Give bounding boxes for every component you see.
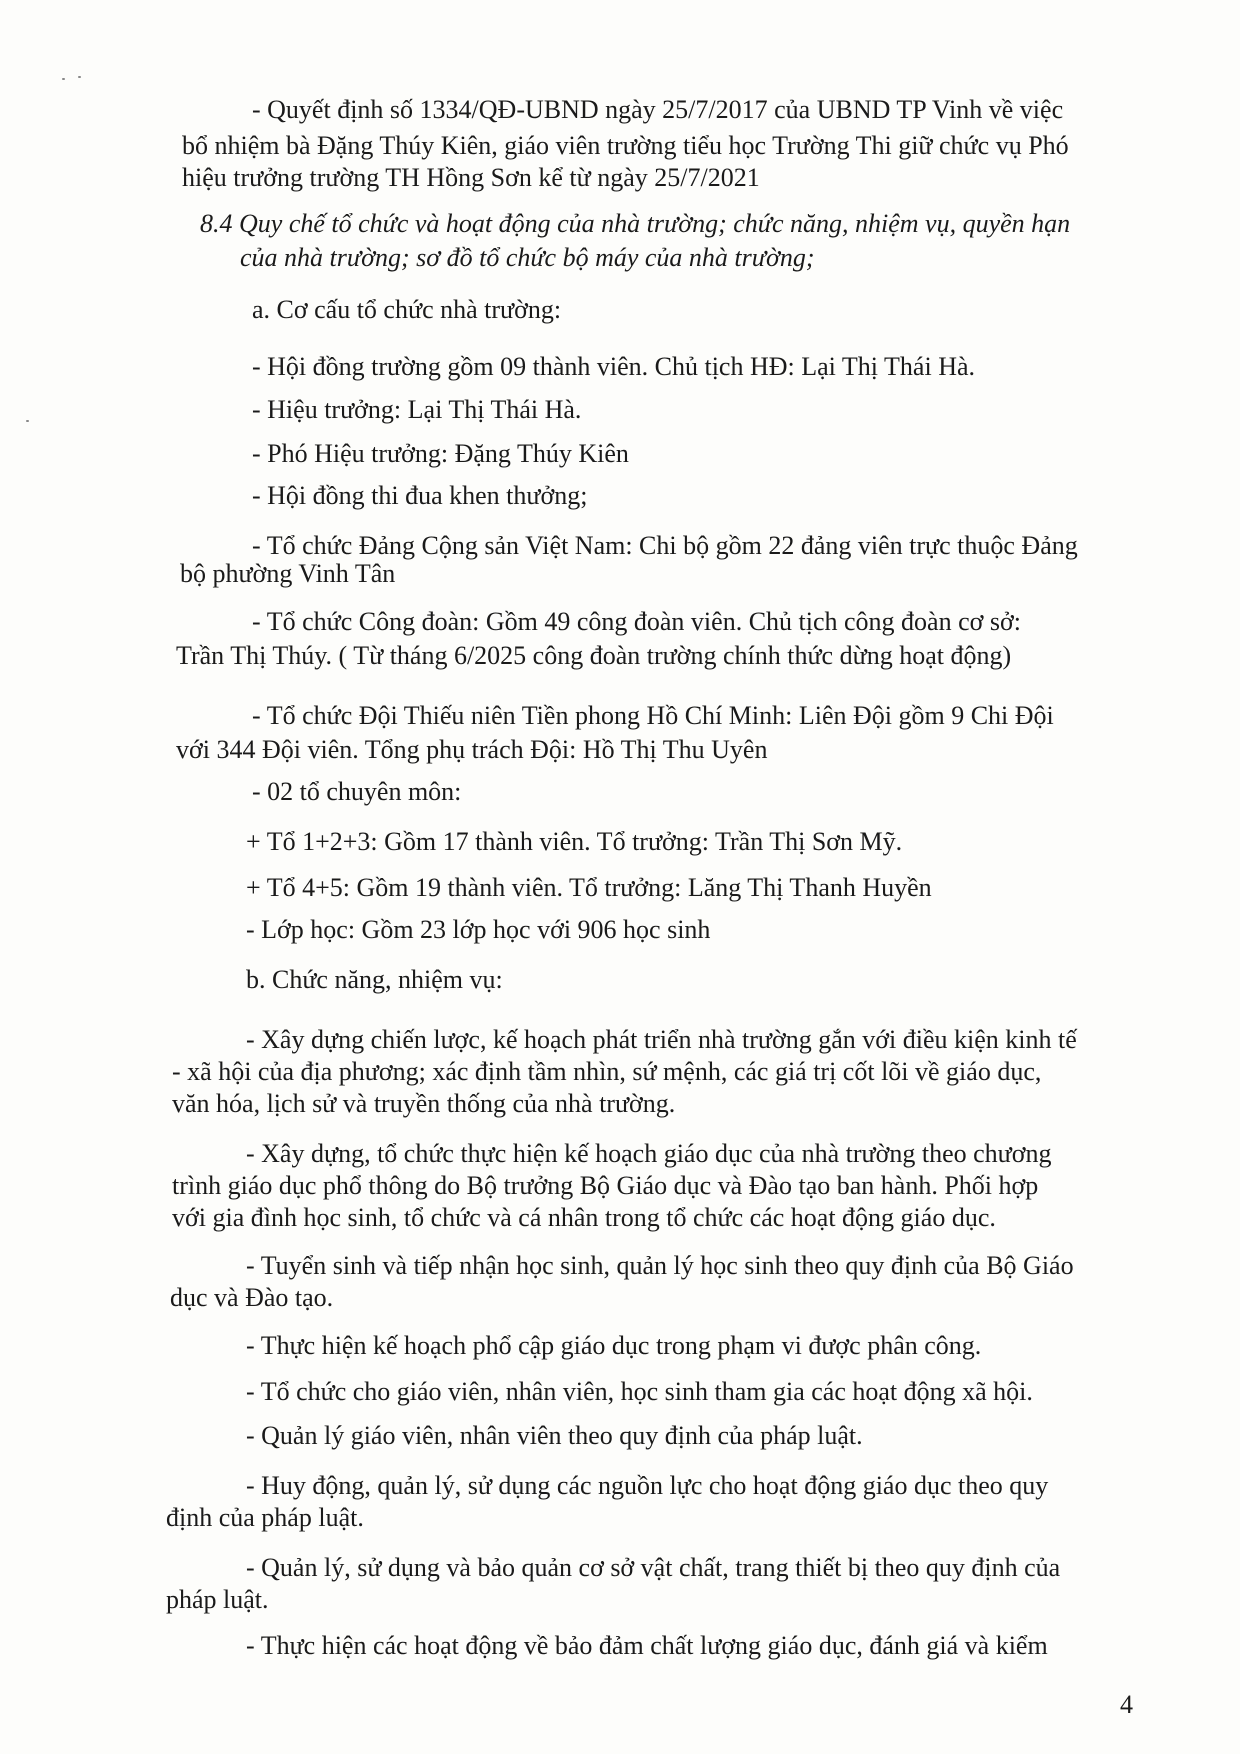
text-line: - Hội đồng trường gồm 09 thành viên. Chủ tịch HĐ: Lại Thị Thái Hà. [252, 352, 976, 381]
text-line: - Tổ chức Đảng Cộng sản Việt Nam: Chi bộ gồm 22 đảng viên trực thuộc Đảng [252, 531, 1078, 560]
text-line: Trần Thị Thúy. ( Từ tháng 6/2025 công đoàn trường chính thức dừng hoạt động) [176, 641, 1012, 670]
text-line: trình giáo dục phổ thông do Bộ trưởng Bộ Giáo dục và Đào tạo ban hành. Phối hợp [172, 1171, 1039, 1200]
page-number: 4 [1120, 1690, 1133, 1719]
text-line: với gia đình học sinh, tổ chức và cá nhân trong tổ chức các hoạt động giáo dục. [172, 1203, 996, 1232]
subheading: b. Chức năng, nhiệm vụ: [246, 965, 503, 994]
text-line: hiệu trưởng trường TH Hồng Sơn kể từ ngày 25/7/2021 [182, 163, 760, 192]
text-line: - Lớp học: Gồm 23 lớp học với 906 học sinh [246, 915, 711, 944]
section-heading: 8.4 Quy chế tổ chức và hoạt động của nhà trường; chức năng, nhiệm vụ, quyền hạn [200, 209, 1071, 238]
scan-speck [26, 420, 29, 422]
section-heading: của nhà trường; sơ đồ tổ chức bộ máy của nhà trường; [240, 243, 815, 272]
text-line: bổ nhiệm bà Đặng Thúy Kiên, giáo viên trường tiểu học Trường Thi giữ chức vụ Phó [182, 131, 1069, 160]
text-line: - Quyết định số 1334/QĐ-UBND ngày 25/7/2017 của UBND TP Vinh về việc [252, 95, 1064, 124]
text-line: - Xây dựng, tổ chức thực hiện kế hoạch giáo dục của nhà trường theo chương [246, 1139, 1052, 1168]
text-line: - Hội đồng thi đua khen thưởng; [252, 481, 588, 510]
text-line: dục và Đào tạo. [170, 1283, 334, 1312]
text-line: - Tổ chức cho giáo viên, nhân viên, học sinh tham gia các hoạt động xã hội. [246, 1377, 1033, 1406]
scan-speck [62, 78, 65, 80]
text-line: + Tổ 4+5: Gồm 19 thành viên. Tổ trưởng: Lăng Thị Thanh Huyền [246, 873, 932, 902]
text-line: bộ phường Vinh Tân [180, 559, 396, 588]
text-line: - Hiệu trưởng: Lại Thị Thái Hà. [252, 395, 582, 424]
text-line: - Xây dựng chiến lược, kế hoạch phát triển nhà trường gắn với điều kiện kinh tế [246, 1025, 1077, 1054]
text-line: - Tuyển sinh và tiếp nhận học sinh, quản lý học sinh theo quy định của Bộ Giáo [246, 1251, 1074, 1280]
text-line: định của pháp luật. [166, 1503, 364, 1532]
scan-speck [78, 76, 81, 78]
text-line: - Thực hiện các hoạt động về bảo đảm chất lượng giáo dục, đánh giá và kiểm [246, 1631, 1048, 1660]
text-line: - Thực hiện kế hoạch phổ cập giáo dục trong phạm vi được phân công. [246, 1331, 982, 1360]
text-line: - Huy động, quản lý, sử dụng các nguồn lực cho hoạt động giáo dục theo quy [246, 1471, 1049, 1500]
text-line: - 02 tổ chuyên môn: [252, 777, 462, 806]
subheading: a. Cơ cấu tổ chức nhà trường: [252, 295, 562, 324]
text-line: pháp luật. [166, 1585, 269, 1614]
text-line: - xã hội của địa phương; xác định tầm nhìn, sứ mệnh, các giá trị cốt lõi về giáo dục, [172, 1057, 1042, 1086]
text-line: với 344 Đội viên. Tổng phụ trách Đội: Hồ Thị Thu Uyên [176, 735, 768, 764]
text-line: - Quản lý giáo viên, nhân viên theo quy định của pháp luật. [246, 1421, 863, 1450]
text-line: - Quản lý, sử dụng và bảo quản cơ sở vật chất, trang thiết bị theo quy định của [246, 1553, 1061, 1582]
text-line: - Tổ chức Công đoàn: Gồm 49 công đoàn viên. Chủ tịch công đoàn cơ sở: [252, 607, 1021, 636]
text-line: - Tổ chức Đội Thiếu niên Tiền phong Hồ Chí Minh: Liên Đội gồm 9 Chi Đội [252, 701, 1054, 730]
text-line: văn hóa, lịch sử và truyền thống của nhà trường. [172, 1089, 676, 1118]
text-line: - Phó Hiệu trưởng: Đặng Thúy Kiên [252, 439, 629, 468]
text-line: + Tổ 1+2+3: Gồm 17 thành viên. Tổ trưởng: Trần Thị Sơn Mỹ. [246, 827, 903, 856]
